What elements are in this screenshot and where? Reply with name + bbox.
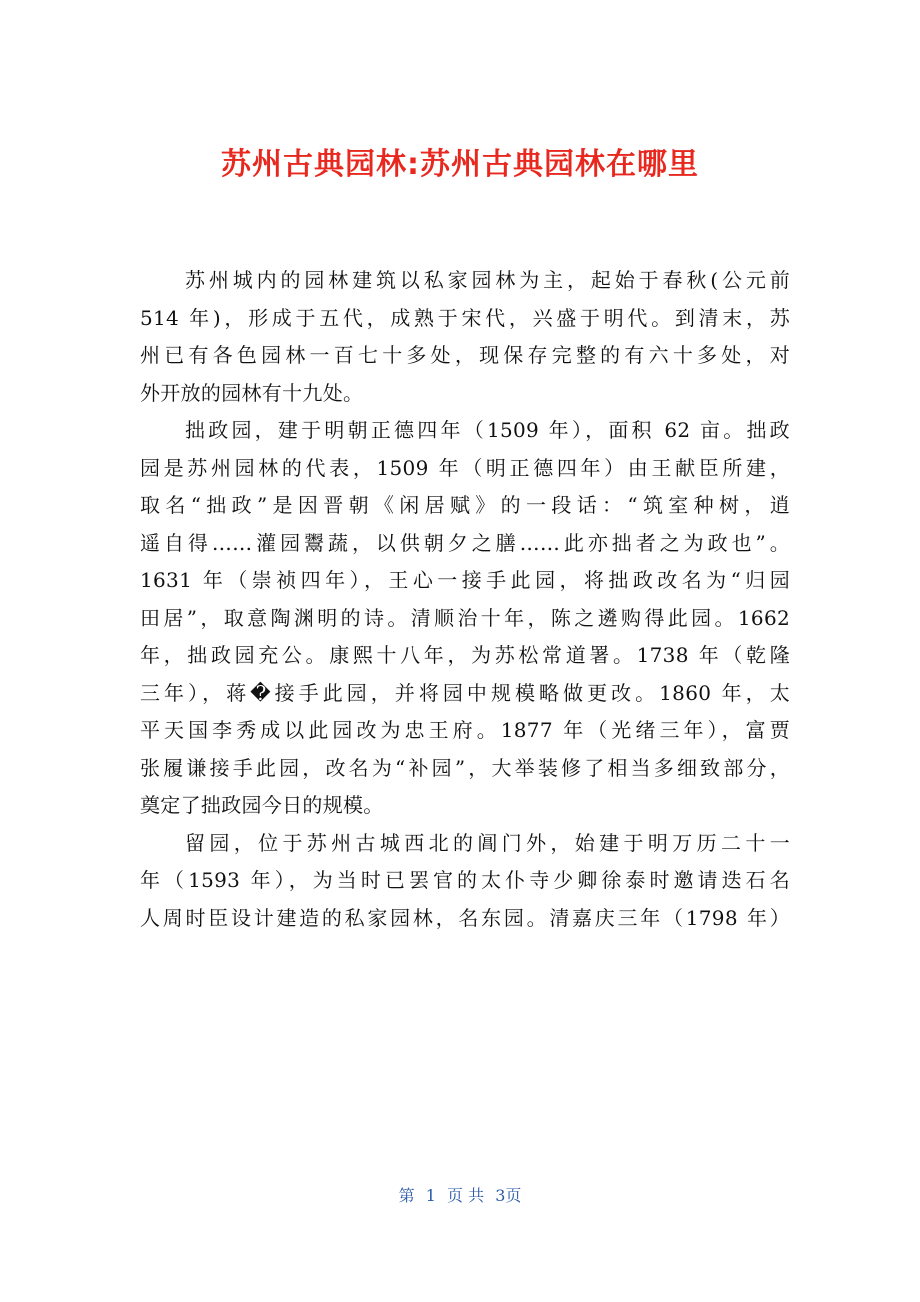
text-line: 年，拙政园充公。康熙十八年，为苏松常道署。1738 年（乾隆 <box>140 643 790 667</box>
text-line: 人周时臣设计建造的私家园林，名东园。清嘉庆三年（1798 年） <box>140 905 790 930</box>
page-title: 苏州古典园林:苏州古典园林在哪里 <box>221 147 699 182</box>
text-line: 州已有各色园林一百七十多处，现保存完整的有六十多处，对 <box>140 343 790 367</box>
text-line: 1631 年（崇祯四年），王心一接手此园，将拙政改名为“归园 <box>140 568 790 592</box>
text-line: 年（1593 年），为当时已罢官的太仆寺少卿徐泰时邀请迭石名 <box>140 868 790 892</box>
text-line: 苏州城内的园林建筑以私家园林为主，起始于春秋(公元前 <box>185 268 790 292</box>
paragraph-liu-garden <box>140 825 790 938</box>
text-line: 园是苏州园林的代表，1509 年（明正德四年）由王献臣所建， <box>140 455 790 480</box>
text-line: 514 年)，形成于五代，成熟于宋代，兴盛于明代。到清末，苏 <box>140 305 790 330</box>
text-line: 奠定了拙政园今日的规模。 <box>140 793 384 817</box>
footer-total-pages: 3页 <box>495 1186 522 1205</box>
footer-prefix: 第 <box>398 1186 415 1205</box>
text-line: 留园，位于苏州古城西北的阊门外，始建于明万历二十一 <box>185 830 790 855</box>
paragraph-zhuozheng-garden <box>140 412 790 825</box>
text-line: 三年），蒋�接手此园，并将园中规模略做更改。1860 年，太 <box>140 680 790 705</box>
footer-middle: 页 共 <box>447 1186 485 1205</box>
text-line: 拙政园，建于明朝正德四年（1509 年），面积 62 亩。拙政 <box>185 418 790 442</box>
text-line: 取名“拙政”是因晋朝《闲居赋》的一段话：“筑室种树，逍 <box>140 493 790 517</box>
article-body <box>140 262 790 937</box>
page-footer <box>0 1184 920 1208</box>
footer-current-page: 1 <box>425 1186 436 1205</box>
text-line: 平天国李秀成以此园改为忠王府。1877 年（光绪三年），富贾 <box>140 718 790 742</box>
text-line: 外开放的园林有十九处。 <box>140 380 364 405</box>
paragraph-intro <box>140 262 790 412</box>
text-line: 张履谦接手此园，改名为“补园”，大举装修了相当多细致部分， <box>140 755 790 780</box>
text-line: 遥自得……灌园鬻蔬，以供朝夕之膳……此亦拙者之为政也”。 <box>140 530 790 555</box>
text-line: 田居”，取意陶渊明的诗。清顺治十年，陈之遴购得此园。1662 <box>140 605 790 630</box>
